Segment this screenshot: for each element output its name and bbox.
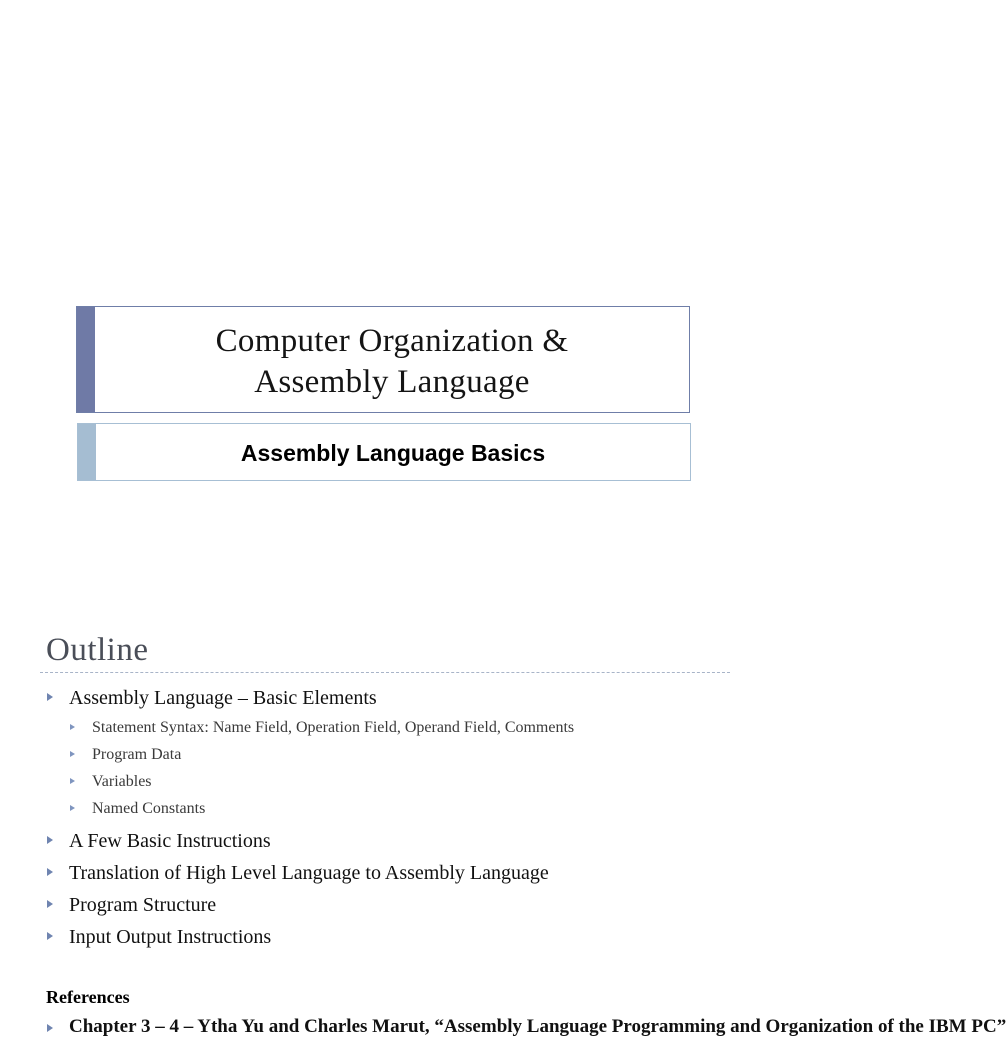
triangle-bullet-icon	[70, 724, 75, 730]
outline-item-text: Assembly Language – Basic Elements	[69, 687, 377, 709]
reference-item-text: Chapter 3 – 4 – Ytha Yu and Charles Marut, “Assembly Language Programming and Organization of the IBM PC”	[69, 1016, 1006, 1037]
outline-item-text: Input Output Instructions	[69, 926, 272, 948]
outline-item-text: Program Structure	[69, 894, 217, 916]
outline-list	[46, 682, 746, 953]
outline-item-text: Translation of High Level Language to Assembly Language	[69, 862, 549, 884]
outline-subitem-text: Program Data	[92, 746, 182, 763]
subtitle-accent-bar	[78, 424, 96, 480]
outline-subitem-text: Statement Syntax: Name Field, Operation Field, Operand Field, Comments	[92, 719, 575, 736]
title-accent-bar	[77, 307, 95, 412]
outline-heading: Outline	[46, 632, 149, 668]
triangle-bullet-icon	[47, 1024, 53, 1032]
references-label: References	[46, 987, 130, 1007]
slide-title	[95, 321, 689, 403]
outline-subitem	[46, 768, 746, 795]
outline-divider	[40, 672, 730, 673]
subtitle-box	[77, 423, 691, 481]
triangle-bullet-icon	[70, 751, 75, 757]
outline-item	[46, 825, 746, 857]
outline-subitem	[46, 741, 746, 768]
outline-subitem-text: Variables	[92, 773, 152, 790]
triangle-bullet-icon	[47, 836, 53, 844]
slide-subtitle: Assembly Language Basics	[240, 440, 546, 466]
triangle-bullet-icon	[47, 900, 53, 908]
title-box	[76, 306, 690, 413]
outline-subitem	[46, 714, 746, 741]
outline-item	[46, 889, 746, 921]
outline-subitem-text: Named Constants	[92, 800, 206, 817]
outline-item	[46, 682, 746, 714]
triangle-bullet-icon	[70, 778, 75, 784]
outline-item	[46, 857, 746, 889]
slide-title-line-1: Computer Organization &	[215, 323, 569, 359]
outline-item-text: A Few Basic Instructions	[69, 830, 271, 852]
slide-title-line-2: Assembly Language	[254, 364, 530, 400]
triangle-bullet-icon	[70, 805, 75, 811]
triangle-bullet-icon	[47, 693, 53, 701]
outline-item	[46, 921, 746, 953]
triangle-bullet-icon	[47, 868, 53, 876]
reference-item	[46, 1015, 1006, 1039]
outline-subitem	[46, 795, 746, 822]
triangle-bullet-icon	[47, 932, 53, 940]
